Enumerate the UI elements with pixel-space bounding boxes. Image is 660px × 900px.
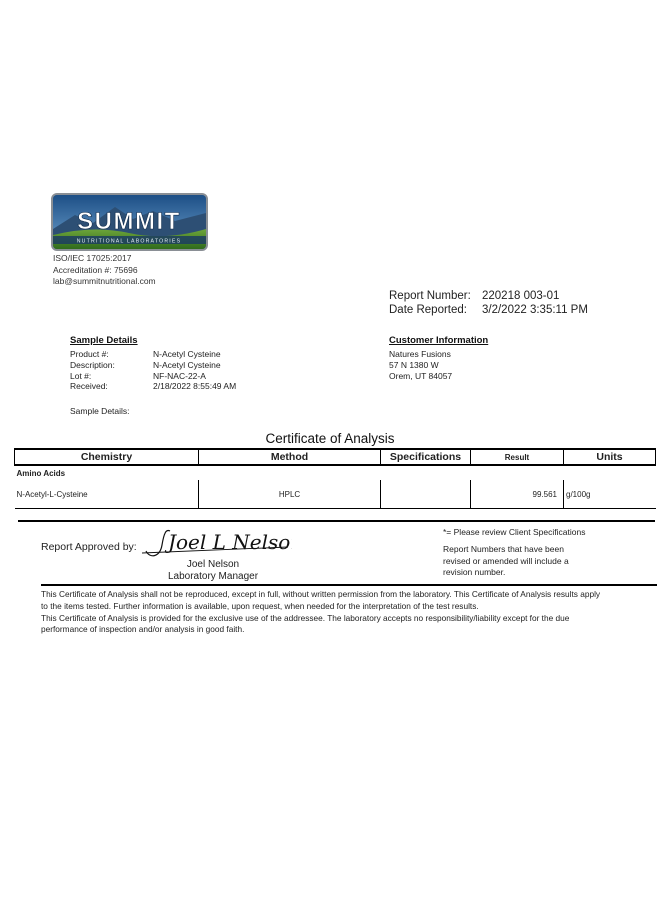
row-method: HPLC (199, 480, 381, 509)
signature (140, 523, 292, 563)
table-row (15, 480, 656, 509)
approver-role: Laboratory Manager (167, 571, 259, 582)
spec-note: *= Please review Client Specifications (443, 527, 586, 537)
date-reported-value: 3/2/2022 3:35:11 PM (482, 304, 588, 316)
received-value: 2/18/2022 8:55:49 AM (153, 381, 237, 392)
row-result: 99.561 (471, 480, 564, 509)
customer-address-2: Orem, UT 84057 (389, 370, 453, 381)
description-value: N-Acetyl Cysteine (153, 359, 221, 370)
sample-details-label: Sample Details: (70, 406, 130, 416)
divider-bottom (41, 584, 657, 586)
sample-labels (70, 349, 115, 392)
customer-address-1: 57 N 1380 W (389, 359, 439, 370)
col-specifications: Specifications (381, 449, 471, 465)
customer-block (389, 349, 452, 381)
divider-top (18, 520, 655, 522)
row-units: g/100g (564, 480, 656, 509)
revision-note-line-3: revision number. (443, 567, 506, 577)
logo-title: SUMMIT (77, 208, 181, 235)
disclaimer-line-1: This Certificate of Analysis shall not be reproduced, except in full, without written permission from the laboratory. This Certificate of Analysis results apply (41, 589, 601, 599)
table-header-row (15, 449, 656, 465)
col-method: Method (199, 449, 381, 465)
approver-block (166, 559, 260, 583)
approved-by-label: Report Approved by: (41, 541, 137, 553)
description-label: Description: (70, 359, 115, 370)
lot-value: NF-NAC-22-A (153, 370, 206, 381)
revision-note-line-2: revised or amended will include a (443, 555, 569, 566)
iso-text: ISO/IEC 17025:2017 (53, 253, 132, 263)
received-label: Received: (70, 381, 108, 392)
product-value: N-Acetyl Cysteine (153, 349, 221, 359)
report-number-label: Report Number: (389, 290, 471, 302)
col-units: Units (564, 449, 656, 465)
lab-email: lab@summitnutritional.com (53, 276, 156, 286)
summit-logo (51, 193, 208, 251)
date-reported-label: Date Reported: (389, 304, 467, 316)
logo-graphic (53, 195, 206, 249)
approver-name: Joel Nelson (186, 559, 240, 570)
sample-details-heading: Sample Details (70, 335, 138, 346)
lab-info (53, 253, 156, 288)
group-row (15, 465, 656, 480)
accreditation-text: Accreditation #: 75696 (53, 264, 138, 275)
report-number-value: 220218 003-01 (482, 290, 560, 302)
customer-info-heading: Customer Information (389, 335, 489, 346)
disclaimer-line-2: to the items tested. Further information is available, upon request, when needed for the interpretation of the test results. (41, 600, 479, 611)
results-table (14, 448, 656, 509)
customer-name: Natures Fusions (389, 349, 451, 359)
product-label: Product #: (70, 349, 109, 359)
signature-text: Joel L Nelson (168, 530, 292, 554)
lot-label: Lot #: (70, 370, 92, 381)
sample-values (153, 349, 236, 392)
logo-subtitle: NUTRITIONAL LABORATORIES (76, 238, 182, 245)
certificate-title: Certificate of Analysis (265, 431, 395, 446)
revision-note (443, 544, 569, 579)
revision-note-line-1: Report Numbers that have been (443, 544, 564, 554)
row-chemistry: N-Acetyl-L-Cysteine (15, 480, 199, 509)
signature-graphic (140, 523, 292, 563)
col-result: Result (471, 449, 564, 465)
group-label: Amino Acids (16, 468, 66, 478)
disclaimer-line-3: This Certificate of Analysis is provided for the exclusive use of the addressee. The laboratory accepts no responsibility/liability except for the due (41, 612, 570, 623)
disclaimer-line-4: performance of inspection and/or analysis in good faith. (41, 624, 245, 635)
col-chemistry: Chemistry (15, 449, 199, 465)
disclaimer (41, 589, 657, 636)
row-specifications (381, 480, 471, 509)
